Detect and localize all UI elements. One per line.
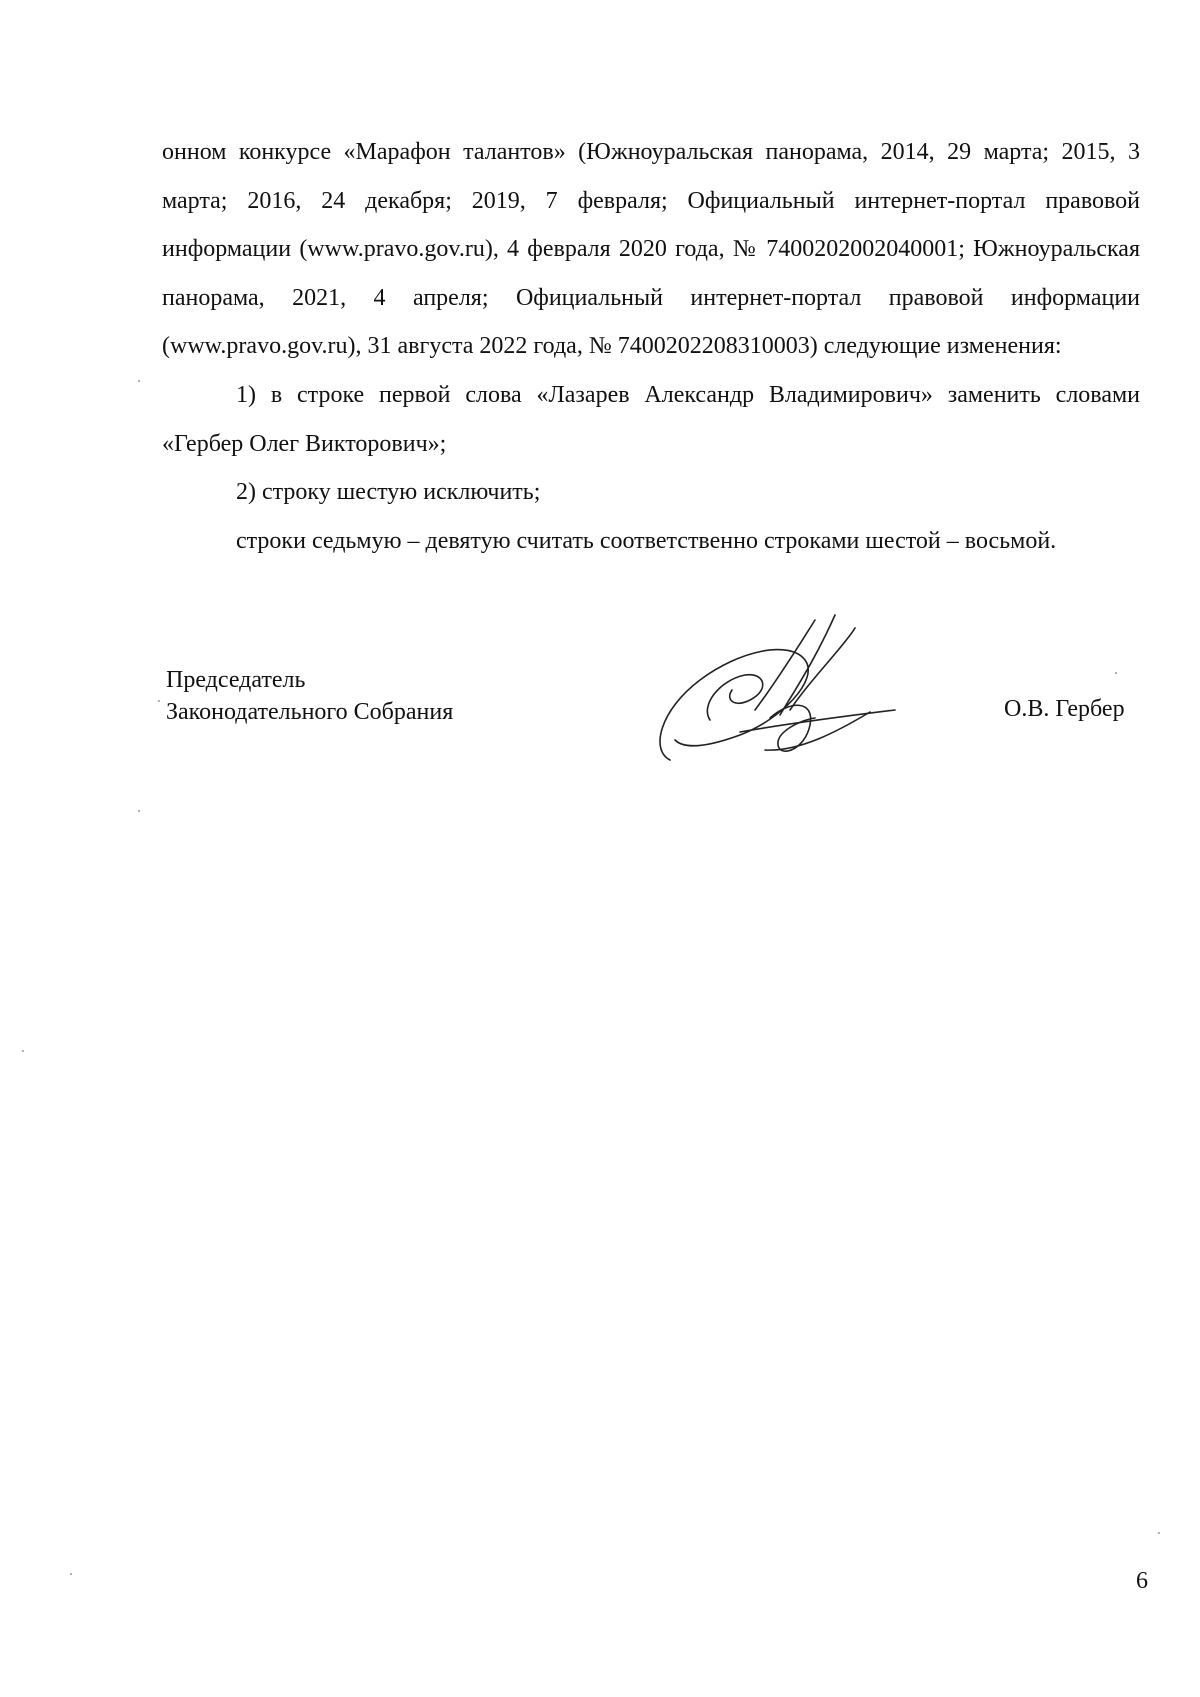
scan-speck [158, 700, 160, 702]
signatory-title [166, 664, 453, 728]
document-body [162, 128, 1140, 565]
signatory-title-line-2: Законодательного Собрания [166, 699, 454, 725]
paragraph-item-2: 2) строку шестую исключить; [236, 479, 541, 506]
signatory-title-line-1: Председатель [166, 667, 306, 693]
scan-speck [138, 380, 140, 382]
scan-speck [138, 810, 140, 812]
scan-speck [70, 1573, 72, 1575]
scan-speck [22, 1050, 24, 1052]
page-number: 6 [1136, 1568, 1148, 1594]
paragraph-amendment-intro: онном конкурсе «Марафон талантов» (Южноуральская панорама, 2014, 29 марта; 2015, 3 марта; 2016, 24 декабря; 2019, 7 февраля; Официальный интернет-портал правовой информации (www.pravo.gov.ru), 4 февраля 2020 года, № 7400202002040001; Южноуральская панорама, 2021, 4 апреля; Официальный интернет-портал правовой информации (www.pravo.gov.ru), 31 августа 2022 года, № 7400202208310003) следующие изменения: [162, 139, 1140, 360]
scan-speck [1158, 1532, 1160, 1534]
handwritten-signature [640, 600, 940, 780]
paragraph-renumbering: строки седьмую – девятую считать соответственно строками шестой – восьмой. [236, 527, 1057, 554]
paragraph-item-1: 1) в строке первой слова «Лазарев Александр Владимирович» заменить словами «Гербер Олег Викторович»; [162, 381, 1140, 457]
signatory-name: О.В. Гербер [1004, 696, 1125, 722]
scan-speck [1115, 672, 1117, 674]
